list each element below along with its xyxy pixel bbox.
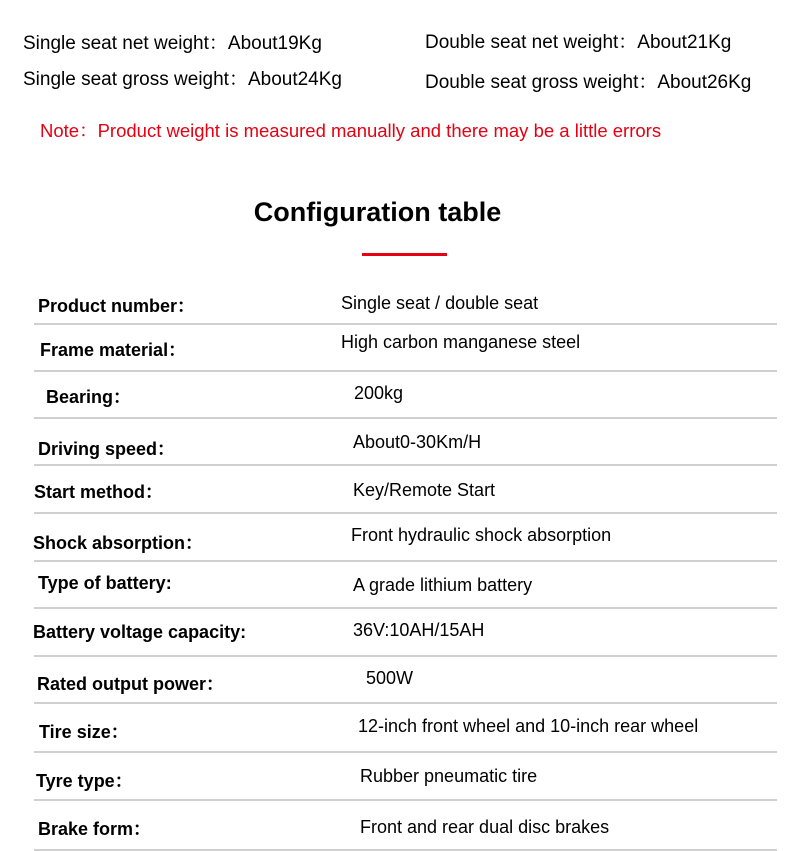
row-label: Tire size：	[39, 722, 129, 742]
table-row	[34, 753, 777, 801]
table-row	[34, 372, 777, 419]
row-label: Frame material：	[40, 340, 187, 360]
table-row	[34, 514, 777, 562]
table-row	[34, 609, 777, 657]
single-seat-gross-weight: Single seat gross weight：About24Kg	[23, 69, 342, 90]
row-value: High carbon manganese steel	[341, 332, 581, 352]
row-label: Product number：	[38, 296, 196, 316]
title-underline	[362, 253, 447, 256]
row-label: Rated output power：	[37, 674, 224, 694]
table-row	[34, 325, 777, 372]
row-label: Bearing：	[46, 387, 132, 407]
page-title: Configuration table	[253, 197, 502, 227]
table-row	[34, 562, 777, 609]
row-label: Tyre type：	[36, 771, 133, 791]
table-row	[34, 801, 777, 851]
row-value: About0-30Km/H	[353, 432, 482, 452]
configuration-table	[34, 280, 777, 851]
weight-note: Note：Product weight is measured manually and there may be a little errors	[40, 120, 662, 141]
row-label: Battery voltage capacity:	[33, 622, 247, 642]
row-value: 12-inch front wheel and 10-inch rear wheel	[358, 716, 699, 736]
row-label: Start method：	[34, 482, 164, 502]
row-value: Single seat / double seat	[341, 293, 539, 313]
double-seat-net-weight: Double seat net weight：About21Kg	[425, 32, 732, 53]
row-value: Front and rear dual disc brakes	[360, 817, 610, 837]
table-row	[34, 280, 777, 325]
double-seat-gross-weight: Double seat gross weight：About26Kg	[425, 72, 752, 93]
row-label: Driving speed：	[38, 439, 176, 459]
row-value: 36V:10AH/15AH	[353, 620, 485, 640]
table-row	[34, 466, 777, 514]
row-label: Brake form：	[38, 819, 152, 839]
row-label: Type of battery:	[38, 573, 172, 593]
row-value: 500W	[366, 668, 414, 688]
row-value: A grade lithium battery	[353, 575, 533, 595]
table-row	[34, 419, 777, 466]
row-value: Key/Remote Start	[353, 480, 496, 500]
table-row	[34, 657, 777, 704]
row-value: Rubber pneumatic tire	[360, 766, 538, 786]
table-row	[34, 704, 777, 753]
row-value: Front hydraulic shock absorption	[351, 525, 612, 545]
single-seat-net-weight: Single seat net weight：About19Kg	[23, 33, 322, 54]
row-label: Shock absorption：	[33, 533, 204, 553]
weights-section	[0, 0, 800, 100]
row-value: 200kg	[354, 383, 404, 403]
